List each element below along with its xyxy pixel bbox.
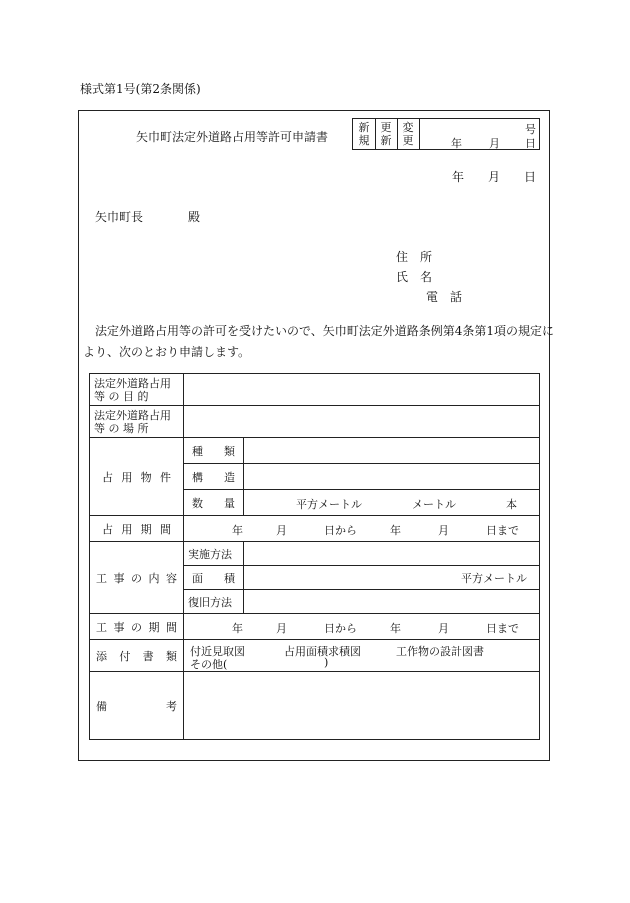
restore-label: 復旧方法 (184, 590, 244, 614)
form-title: 矢巾町法定外道路占用等許可申請書 (136, 130, 329, 144)
work-content-label: 工 事 の 内 容 (90, 542, 184, 614)
type-year: 年 (451, 137, 462, 150)
attach-other: その他( (190, 657, 228, 671)
remarks-label: 備 考 (90, 672, 184, 740)
attach-item-map: 付近見取図 (190, 644, 245, 658)
area-label: 面 積 (184, 566, 244, 590)
row-purpose (90, 374, 540, 406)
period-label: 占 用 期 間 (90, 516, 184, 542)
type-change[interactable]: 変 更 (402, 121, 414, 147)
area-field[interactable]: 平方メートル (244, 566, 540, 590)
form-number: 様式第1号(第2条関係) (80, 82, 201, 96)
remarks-field[interactable] (184, 672, 540, 740)
type-month: 月 (489, 137, 500, 150)
intro-line-1: 法定外道路占用等の許可を受けたいので、矢巾町法定外道路条例第4条第1項の規定に (95, 324, 555, 338)
work-period-field[interactable]: 年 月 日から 年 月 日まで (184, 614, 540, 640)
period-field[interactable]: 年 月 日から 年 月 日まで (184, 516, 540, 542)
date-year: 年 (452, 170, 465, 184)
attach-item-design: 工作物の設計図書 (396, 644, 484, 658)
purpose-field[interactable] (184, 374, 540, 406)
attach-other-close: ) (324, 655, 329, 669)
applicant-phone-label: 電 話 (426, 290, 463, 304)
type-day: 日 (525, 137, 536, 150)
kind-label: 種 類 (184, 438, 244, 464)
purpose-label: 法定外道路占用 等 の 目 的 (90, 374, 184, 406)
applicant-address-label: 住 所 (396, 250, 433, 264)
kind-field[interactable] (244, 438, 540, 464)
date-day: 日 (524, 170, 537, 184)
attachments-field[interactable] (184, 640, 540, 672)
type-renew[interactable]: 更 新 (380, 121, 392, 147)
structure-label: 構 造 (184, 464, 244, 490)
attach-item-area: 占用面積求積図 (284, 644, 361, 658)
applicant-name-label: 氏 名 (396, 270, 433, 284)
place-label: 法定外道路占用 等 の 場 所 (90, 406, 184, 438)
addressee-name: 矢巾町長 (95, 210, 144, 224)
row-place (90, 406, 540, 438)
application-table (89, 373, 540, 740)
quantity-field[interactable]: 平方メートル メートル 本 (244, 490, 540, 516)
attachments-label: 添 付 書 類 (90, 640, 184, 672)
method-field[interactable] (244, 542, 540, 566)
addressee-honorific: 殿 (188, 210, 201, 224)
application-type-box (352, 118, 540, 150)
place-field[interactable] (184, 406, 540, 438)
work-period-label: 工 事 の 期 間 (90, 614, 184, 640)
intro-line-2: より、次のとおり申請します。 (83, 345, 251, 359)
number-label: 号 (525, 123, 536, 136)
quantity-label: 数 量 (184, 490, 244, 516)
structure-field[interactable] (244, 464, 540, 490)
date-month: 月 (488, 170, 501, 184)
object-label: 占 用 物 件 (90, 438, 184, 516)
method-label: 実施方法 (184, 542, 244, 566)
restore-field[interactable] (244, 590, 540, 614)
type-new[interactable]: 新 規 (358, 121, 370, 147)
